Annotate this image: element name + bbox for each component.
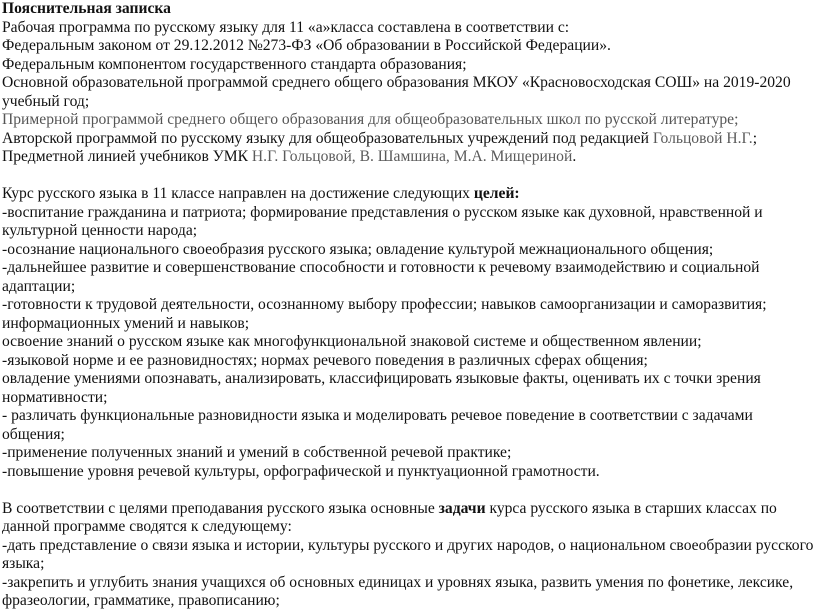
goals-intro: Курс русского языка в 11 классе направлен на достижение следующих целей: [2, 185, 520, 202]
goal-item: -осознание национального своеобразия русского языка; овладение культурой межнационального общения; [2, 240, 714, 258]
paragraph-gap [2, 167, 814, 186]
intro-line: Основной образовательной программой среднего общего образования МКОУ «Красновосходская СОШ» на 2019-2020 учебный год; [2, 74, 791, 110]
task-item: -закрепить и углубить знания учащихся об основных единицах и уровнях языка, развить умения по фонетике, лексике, фразеологии, грамматике, правописанию; [2, 573, 794, 609]
author-program: Авторской программой по русскому языку для общеобразовательных учреждений под редакцией Гольцовой Н.Г.; [2, 129, 758, 147]
goal-item: -готовности к трудовой деятельности, осознанному выбору профессии; навыков самоорганизации и саморазвития; информационных умений и навыков; [2, 296, 767, 332]
intro-line: Федеральным компонентом государственного стандарта образования; [2, 55, 467, 73]
goal-item: -дальнейшее развитие и совершенствование способности и готовности к речевому взаимодействию и социальной адаптации; [2, 259, 760, 295]
author-name: Гольцовой Н.Г. [652, 129, 753, 147]
task-item: -дать представление о связи языка и истории, культуры русского и других народов, о национальном своеобразии русского языка; [2, 536, 814, 572]
intro-line: Рабочая программа по русскому языку для 11 «а»класса составлена в соответствии с: [2, 18, 570, 36]
tasks-intro: В соответствии с целями преподавания русского языка основные задачи курса русского языка в старших классах по данной программе сводятся к следующему: [2, 499, 777, 535]
goal-item: -воспитание гражданина и патриота; формирование представления о русском языке как духовной, нравственной и культурной ценности народа; [2, 203, 763, 239]
document-title: Пояснительная записка [2, 0, 171, 17]
exemplary-program: Примерной программой среднего общего образования для общеобразовательных школ по русской литературе; [2, 111, 739, 128]
goal-item: -повышение уровня речевой культуры, орфографической и пунктуационной грамотности. [2, 462, 600, 480]
textbook-line: Предметной линией учебников УМК Н.Г. Гольцовой, В. Шамшина, М.А. Мищериной. [2, 148, 577, 165]
intro-line: Федеральным законом от 29.12.2012 №273-ФЗ «Об образовании в Российской Федерации». [2, 37, 611, 54]
goal-item: -применение полученных знаний и умений в собственной речевой практике; [2, 444, 512, 461]
goal-item: - различать функциональные разновидности языка и моделировать речевое поведение в соответствии с задачами общения; [2, 407, 753, 443]
textbook-authors: Н.Г. Гольцовой, В. Шамшина, М.А. Мищериной [251, 148, 573, 165]
goal-item: овладение умениями опознавать, анализировать, классифицировать языковые факты, оценивать их с точки зрения нормативности; [2, 370, 761, 406]
goal-item: освоение знаний о русском языке как многофункциональной знаковой системе и общественном явлении; [2, 333, 702, 350]
goals-keyword: целей: [473, 185, 520, 202]
tasks-keyword: задачи [438, 499, 486, 517]
paragraph-gap [2, 481, 814, 500]
goal-item: -языковой норме и ее разновидностях; нормах речевого поведения в различных сферах общения; [2, 351, 648, 369]
